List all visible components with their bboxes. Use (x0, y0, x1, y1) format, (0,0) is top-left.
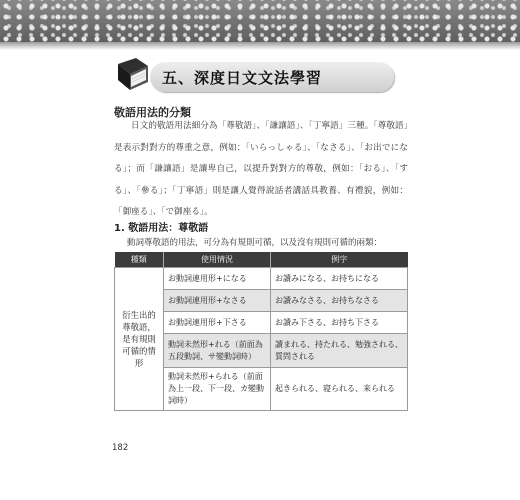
header-usage: 使用情況 (164, 252, 271, 268)
book-icon (112, 54, 152, 94)
usage-cell: お動詞連用形+下さる (164, 312, 271, 334)
example-cell: 起きられる、寝られる、来られる (271, 368, 408, 411)
header-example: 例字 (271, 252, 408, 268)
page-number: 182 (112, 443, 129, 453)
usage-cell: お動詞連用形+なさる (164, 290, 271, 312)
section-heading: 敬語用法的分類 (114, 106, 191, 119)
table-row (115, 268, 408, 290)
category-cell: 衍生出的尊敬語，是有規則可循的情形 (115, 268, 164, 411)
header-category: 種類 (115, 252, 164, 268)
decorative-header-band (0, 0, 520, 42)
honorific-table (114, 252, 408, 411)
example-cell: お讀みなさる、お持ちなさる (271, 290, 408, 312)
usage-cell: 動詞未然形+られる（前面為上一段、下一段、カ變動詞時） (164, 368, 271, 411)
subsection-description: 動詞尊敬語的用法，可分為有規則可循，以及沒有規則可循的兩類： (127, 238, 383, 248)
example-cell: 讀まれる、持たれる、勉強される、質問される (271, 334, 408, 368)
paragraph-text: 日文的敬語用法細分為「尊敬語」、「謙讓語」、「丁寧語」三種。「尊敬語」是表示對對方的尊重之意，例如：「いらっしゃる」、「なさる」、「お出でになる」；而「謙讓語」是讓卑自己，以提升對對方的尊敬，例如：「おる」、「する」、「參る」；「丁寧語」則是讓人覺得說話者講話具教養、有禮貌，例如：「御座る」、「で御座る」。 (114, 121, 408, 217)
usage-cell: 動詞未然形+れる（前面為五段動詞、サ變動詞時） (164, 334, 271, 368)
chapter-title: 五、深度日文文法學習 (162, 69, 323, 87)
example-cell: お讀みになる、お持ちになる (271, 268, 408, 290)
section-paragraph (114, 116, 408, 224)
example-cell: お讀み下さる、お持ち下さる (271, 312, 408, 334)
subsection-heading: 1. 敬語用法：尊敬語 (114, 223, 209, 234)
usage-cell: お動詞連用形+になる (164, 268, 271, 290)
table-header-row (115, 252, 408, 268)
